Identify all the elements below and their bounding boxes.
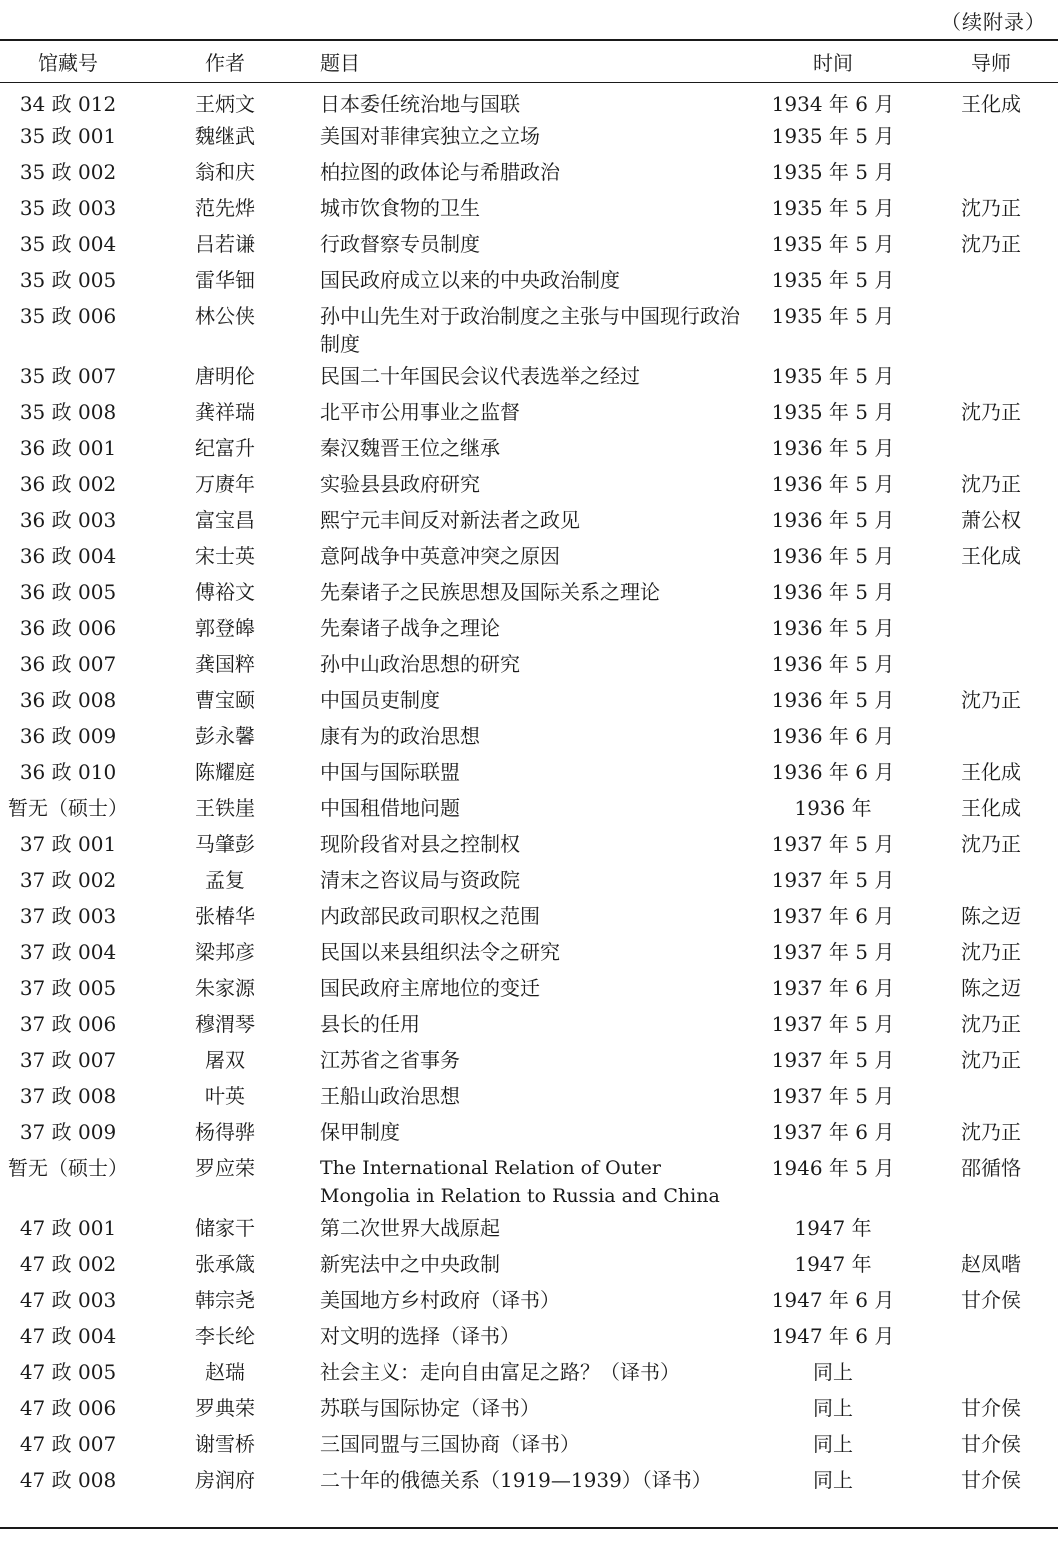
cell-title: 国民政府主席地位的变迁 xyxy=(320,976,540,1000)
cell-call-no: 36 政 005 xyxy=(19,580,117,604)
cell-date: 1937 年 5 月 xyxy=(771,1048,895,1072)
cell-title: 熙宁元丰间反对新法者之政见 xyxy=(320,508,580,532)
cell-advisor: 萧公权 xyxy=(961,508,1021,532)
table-row xyxy=(0,394,1058,430)
cell-call-no: 37 政 002 xyxy=(19,868,117,892)
cell-author: 张承箴 xyxy=(195,1252,255,1276)
cell-date: 1936 年 5 月 xyxy=(771,688,895,712)
cell-advisor xyxy=(918,262,1058,298)
cell-date: 1937 年 5 月 xyxy=(771,940,895,964)
cell-title: 民国以来县组织法令之研究 xyxy=(320,940,560,964)
cell-date: 1947 年 xyxy=(794,1216,872,1240)
cell-advisor: 沈乃正 xyxy=(961,232,1021,256)
cell-advisor: 沈乃正 xyxy=(961,832,1021,856)
header-title: 题目 xyxy=(320,51,360,75)
cell-author: 郭登皞 xyxy=(195,616,255,640)
cell-date: 1935 年 5 月 xyxy=(771,196,895,220)
cell-date: 1936 年 5 月 xyxy=(771,472,895,496)
cell-title: The International Relation of Outer Mongolia in Relation to Russia and China xyxy=(320,1157,720,1207)
cell-title: 北平市公用事业之监督 xyxy=(320,400,520,424)
cell-author: 彭永馨 xyxy=(195,724,255,748)
cell-title: 美国对菲律宾独立之立场 xyxy=(320,124,540,148)
cell-author: 罗典荣 xyxy=(195,1396,255,1420)
table-row xyxy=(0,430,1058,466)
cell-advisor: 沈乃正 xyxy=(961,1120,1021,1144)
cell-date: 1947 年 6 月 xyxy=(771,1288,895,1312)
table-row xyxy=(0,862,1058,898)
cell-date: 1935 年 5 月 xyxy=(771,160,895,184)
cell-title: 新宪法中之中央政制 xyxy=(320,1252,500,1276)
cell-advisor: 王化成 xyxy=(961,92,1021,116)
table-body xyxy=(0,82,1058,1498)
cell-date: 1935 年 5 月 xyxy=(771,400,895,424)
table-row xyxy=(0,538,1058,574)
table-row xyxy=(0,82,1058,118)
cell-call-no: 35 政 008 xyxy=(19,400,117,424)
cell-date: 1936 年 5 月 xyxy=(771,616,895,640)
cell-date: 1936 年 5 月 xyxy=(771,544,895,568)
cell-title: 国民政府成立以来的中央政治制度 xyxy=(320,268,620,292)
cell-call-no: 35 政 005 xyxy=(19,268,117,292)
cell-advisor xyxy=(918,1318,1058,1354)
cell-author: 吕若谦 xyxy=(195,232,255,256)
cell-date: 1936 年 5 月 xyxy=(771,436,895,460)
cell-author: 叶英 xyxy=(205,1084,245,1108)
cell-author: 宋士英 xyxy=(195,544,255,568)
cell-title: 三国同盟与三国协商（译书） xyxy=(320,1432,580,1456)
cell-author: 储家干 xyxy=(195,1216,255,1240)
cell-call-no: 47 政 006 xyxy=(19,1396,117,1420)
table-row xyxy=(0,1354,1058,1390)
table-row xyxy=(0,1114,1058,1150)
table-row xyxy=(0,826,1058,862)
cell-call-no: 47 政 002 xyxy=(19,1252,117,1276)
cell-title: 秦汉魏晋王位之继承 xyxy=(320,436,500,460)
table-row xyxy=(0,718,1058,754)
cell-title: 日本委任统治地与国联 xyxy=(320,92,520,116)
table-row xyxy=(0,1006,1058,1042)
table-row xyxy=(0,1462,1058,1498)
cell-call-no: 36 政 009 xyxy=(19,724,117,748)
cell-advisor: 邵循恪 xyxy=(961,1156,1021,1180)
table-row xyxy=(0,1318,1058,1354)
cell-call-no: 暂无（硕士） xyxy=(8,1156,128,1180)
cell-date: 1934 年 6 月 xyxy=(771,92,895,116)
cell-call-no: 35 政 006 xyxy=(19,304,117,328)
cell-author: 张椿华 xyxy=(195,904,255,928)
continued-label: （续附录） xyxy=(941,10,1046,34)
cell-date: 1936 年 6 月 xyxy=(771,760,895,784)
cell-author: 杨得骅 xyxy=(195,1120,255,1144)
cell-call-no: 37 政 007 xyxy=(19,1048,117,1072)
cell-advisor xyxy=(918,358,1058,394)
table-row xyxy=(0,1150,1058,1210)
cell-author: 梁邦彦 xyxy=(195,940,255,964)
cell-title: 中国与国际联盟 xyxy=(320,760,460,784)
cell-call-no: 37 政 001 xyxy=(19,832,117,856)
cell-author: 王铁崖 xyxy=(195,796,255,820)
cell-author: 赵瑞 xyxy=(205,1360,245,1384)
cell-author: 韩宗尧 xyxy=(195,1288,255,1312)
cell-date: 1936 年 6 月 xyxy=(771,724,895,748)
cell-advisor xyxy=(918,154,1058,190)
bottom-rule xyxy=(0,1527,1058,1529)
cell-author: 林公侠 xyxy=(195,304,255,328)
cell-author: 王炳文 xyxy=(195,92,255,116)
table-row xyxy=(0,682,1058,718)
cell-call-no: 34 政 012 xyxy=(19,92,117,116)
cell-title: 先秦诸子战争之理论 xyxy=(320,616,500,640)
cell-advisor: 沈乃正 xyxy=(961,1012,1021,1036)
cell-date: 同上 xyxy=(813,1396,853,1420)
cell-call-no: 47 政 003 xyxy=(19,1288,117,1312)
cell-author: 孟复 xyxy=(205,868,245,892)
cell-date: 同上 xyxy=(813,1360,853,1384)
cell-advisor: 王化成 xyxy=(961,760,1021,784)
table-header-row xyxy=(0,41,1058,82)
cell-title: 王船山政治思想 xyxy=(320,1084,460,1108)
cell-call-no: 36 政 007 xyxy=(19,652,117,676)
cell-date: 1937 年 5 月 xyxy=(771,832,895,856)
table-row xyxy=(0,1078,1058,1114)
table-row xyxy=(0,970,1058,1006)
cell-advisor xyxy=(918,574,1058,610)
cell-date: 1936 年 5 月 xyxy=(771,508,895,532)
cell-title: 民国二十年国民会议代表选举之经过 xyxy=(320,364,640,388)
cell-date: 1937 年 5 月 xyxy=(771,1084,895,1108)
cell-date: 1936 年 5 月 xyxy=(771,580,895,604)
table-row xyxy=(0,1282,1058,1318)
cell-author: 纪富升 xyxy=(195,436,255,460)
cell-author: 龚祥瑞 xyxy=(195,400,255,424)
cell-advisor: 沈乃正 xyxy=(961,196,1021,220)
cell-title: 江苏省之省事务 xyxy=(320,1048,460,1072)
cell-author: 谢雪桥 xyxy=(195,1432,255,1456)
cell-call-no: 37 政 004 xyxy=(19,940,117,964)
cell-call-no: 36 政 004 xyxy=(19,544,117,568)
cell-title: 柏拉图的政体论与希腊政治 xyxy=(320,160,560,184)
cell-call-no: 36 政 006 xyxy=(19,616,117,640)
cell-advisor: 甘介侯 xyxy=(961,1468,1021,1492)
table-row xyxy=(0,298,1058,358)
cell-title: 中国员吏制度 xyxy=(320,688,440,712)
cell-date: 1935 年 5 月 xyxy=(771,268,895,292)
table-row xyxy=(0,226,1058,262)
cell-author: 傅裕文 xyxy=(195,580,255,604)
cell-call-no: 37 政 008 xyxy=(19,1084,117,1108)
cell-advisor: 陈之迈 xyxy=(961,976,1021,1000)
table-row xyxy=(0,1426,1058,1462)
cell-advisor: 陈之迈 xyxy=(961,904,1021,928)
cell-title: 二十年的俄德关系（1919—1939）（译书） xyxy=(320,1468,712,1492)
cell-date: 1935 年 5 月 xyxy=(771,232,895,256)
cell-call-no: 36 政 001 xyxy=(19,436,117,460)
table-row xyxy=(0,1390,1058,1426)
cell-call-no: 36 政 002 xyxy=(19,472,117,496)
table-row xyxy=(0,754,1058,790)
cell-title: 清末之咨议局与资政院 xyxy=(320,868,520,892)
cell-title: 对文明的选择（译书） xyxy=(320,1324,520,1348)
cell-author: 屠双 xyxy=(205,1048,245,1072)
cell-date: 同上 xyxy=(813,1468,853,1492)
cell-title: 行政督察专员制度 xyxy=(320,232,480,256)
cell-advisor xyxy=(918,862,1058,898)
cell-advisor xyxy=(918,430,1058,466)
table-row xyxy=(0,934,1058,970)
cell-call-no: 37 政 006 xyxy=(19,1012,117,1036)
header-call-no: 馆藏号 xyxy=(38,51,98,75)
cell-author: 龚国粹 xyxy=(195,652,255,676)
table-row xyxy=(0,358,1058,394)
cell-title: 意阿战争中英意冲突之原因 xyxy=(320,544,560,568)
cell-call-no: 47 政 007 xyxy=(19,1432,117,1456)
table-row xyxy=(0,466,1058,502)
table-row xyxy=(0,1246,1058,1282)
table-row xyxy=(0,1210,1058,1246)
cell-date: 1937 年 6 月 xyxy=(771,976,895,1000)
table-row xyxy=(0,574,1058,610)
cell-title: 现阶段省对县之控制权 xyxy=(320,832,520,856)
cell-advisor: 王化成 xyxy=(961,796,1021,820)
cell-title: 美国地方乡村政府（译书） xyxy=(320,1288,560,1312)
header-date: 时间 xyxy=(813,51,853,75)
cell-author: 朱家源 xyxy=(195,976,255,1000)
cell-date: 1935 年 5 月 xyxy=(771,364,895,388)
table-row xyxy=(0,154,1058,190)
cell-author: 唐明伦 xyxy=(195,364,255,388)
cell-advisor: 沈乃正 xyxy=(961,400,1021,424)
cell-title: 城市饮食物的卫生 xyxy=(320,196,480,220)
cell-author: 万赓年 xyxy=(195,472,255,496)
cell-title: 内政部民政司职权之范围 xyxy=(320,904,540,928)
cell-author: 穆渭琴 xyxy=(195,1012,255,1036)
table-row xyxy=(0,898,1058,934)
header-author: 作者 xyxy=(205,51,245,75)
table-row xyxy=(0,1042,1058,1078)
cell-call-no: 37 政 009 xyxy=(19,1120,117,1144)
cell-advisor: 甘介侯 xyxy=(961,1288,1021,1312)
cell-title: 第二次世界大战原起 xyxy=(320,1216,500,1240)
cell-date: 1937 年 5 月 xyxy=(771,1012,895,1036)
cell-advisor: 甘介侯 xyxy=(961,1432,1021,1456)
cell-advisor xyxy=(918,118,1058,154)
cell-author: 房润府 xyxy=(195,1468,255,1492)
cell-call-no: 35 政 004 xyxy=(19,232,117,256)
cell-title: 实验县县政府研究 xyxy=(320,472,480,496)
cell-date: 1947 年 xyxy=(794,1252,872,1276)
cell-advisor: 王化成 xyxy=(961,544,1021,568)
cell-date: 1937 年 6 月 xyxy=(771,1120,895,1144)
header-advisor: 导师 xyxy=(971,51,1011,75)
cell-call-no: 35 政 007 xyxy=(19,364,117,388)
table-row xyxy=(0,262,1058,298)
cell-title: 中国租借地问题 xyxy=(320,796,460,820)
cell-advisor: 沈乃正 xyxy=(961,688,1021,712)
cell-call-no: 47 政 005 xyxy=(19,1360,117,1384)
cell-author: 范先烨 xyxy=(195,196,255,220)
cell-title: 先秦诸子之民族思想及国际关系之理论 xyxy=(320,580,660,604)
cell-title: 康有为的政治思想 xyxy=(320,724,480,748)
table-row xyxy=(0,502,1058,538)
cell-title: 社会主义：走向自由富足之路？（译书） xyxy=(320,1360,680,1384)
cell-title: 孙中山政治思想的研究 xyxy=(320,652,520,676)
cell-call-no: 36 政 003 xyxy=(19,508,117,532)
table-row xyxy=(0,790,1058,826)
cell-advisor xyxy=(918,646,1058,682)
cell-call-no: 47 政 004 xyxy=(19,1324,117,1348)
cell-date: 1937 年 6 月 xyxy=(771,904,895,928)
cell-title: 苏联与国际协定（译书） xyxy=(320,1396,540,1420)
cell-date: 1936 年 xyxy=(794,796,872,820)
thesis-table xyxy=(0,41,1058,1498)
cell-author: 雷华钿 xyxy=(195,268,255,292)
cell-advisor xyxy=(918,298,1058,358)
cell-call-no: 37 政 005 xyxy=(19,976,117,1000)
cell-advisor xyxy=(918,610,1058,646)
cell-title: 孙中山先生对于政治制度之主张与中国现行政治制度 xyxy=(320,304,740,356)
table-row xyxy=(0,646,1058,682)
cell-author: 富宝昌 xyxy=(195,508,255,532)
cell-call-no: 36 政 010 xyxy=(19,760,117,784)
cell-advisor: 沈乃正 xyxy=(961,940,1021,964)
cell-date: 1936 年 5 月 xyxy=(771,652,895,676)
cell-advisor xyxy=(918,718,1058,754)
cell-advisor: 沈乃正 xyxy=(961,1048,1021,1072)
cell-call-no: 暂无（硕士） xyxy=(8,796,128,820)
cell-author: 李长纶 xyxy=(195,1324,255,1348)
cell-author: 罗应荣 xyxy=(195,1156,255,1180)
cell-date: 1937 年 5 月 xyxy=(771,868,895,892)
cell-date: 1935 年 5 月 xyxy=(771,304,895,328)
cell-advisor: 赵凤喈 xyxy=(961,1252,1021,1276)
table-row xyxy=(0,190,1058,226)
cell-author: 翁和庆 xyxy=(195,160,255,184)
cell-call-no: 37 政 003 xyxy=(19,904,117,928)
cell-call-no: 35 政 003 xyxy=(19,196,117,220)
cell-date: 同上 xyxy=(813,1432,853,1456)
cell-date: 1946 年 5 月 xyxy=(771,1156,895,1180)
cell-author: 魏继武 xyxy=(195,124,255,148)
cell-author: 曹宝颐 xyxy=(195,688,255,712)
cell-date: 1947 年 6 月 xyxy=(771,1324,895,1348)
cell-advisor xyxy=(918,1210,1058,1246)
cell-call-no: 47 政 008 xyxy=(19,1468,117,1492)
cell-advisor: 沈乃正 xyxy=(961,472,1021,496)
cell-title: 县长的任用 xyxy=(320,1012,420,1036)
cell-call-no: 47 政 001 xyxy=(19,1216,117,1240)
table-row xyxy=(0,118,1058,154)
cell-advisor xyxy=(918,1354,1058,1390)
cell-advisor xyxy=(918,1078,1058,1114)
cell-call-no: 36 政 008 xyxy=(19,688,117,712)
cell-author: 陈耀庭 xyxy=(195,760,255,784)
cell-date: 1935 年 5 月 xyxy=(771,124,895,148)
cell-title: 保甲制度 xyxy=(320,1120,400,1144)
cell-call-no: 35 政 002 xyxy=(19,160,117,184)
cell-author: 马肇彭 xyxy=(195,832,255,856)
cell-call-no: 35 政 001 xyxy=(19,124,117,148)
cell-advisor: 甘介侯 xyxy=(961,1396,1021,1420)
table-row xyxy=(0,610,1058,646)
